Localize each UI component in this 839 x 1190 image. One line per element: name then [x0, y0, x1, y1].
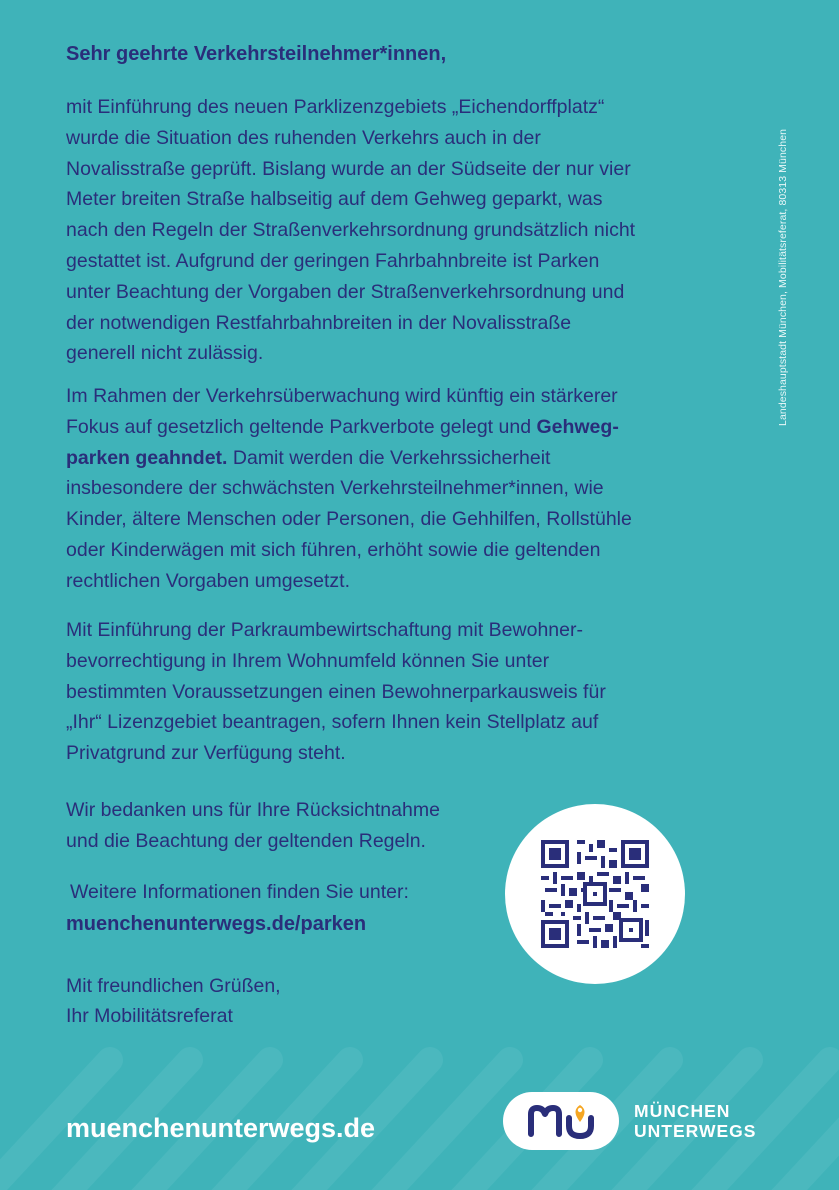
- brand-logo-wordmark: [634, 1101, 756, 1141]
- text-line: Mit Einführung der Parkraumbewirtschaftung mit Bewohner-: [66, 619, 583, 641]
- text-line: unter Beachtung der Vorgaben der Straßenverkehrsordnung und: [66, 280, 625, 303]
- paragraph-enforcement: [66, 381, 756, 597]
- info-link[interactable]: muenchenunterwegs.de/parken: [66, 913, 367, 935]
- logo-line-unterwegs: UNTERWEGS: [634, 1121, 757, 1141]
- greeting-heading: Sehr geehrte Verkehrsteilnehmer*innen,: [66, 43, 447, 65]
- text-line: bevorrechtigung in Ihrem Wohnumfeld können Sie unter: [66, 649, 550, 672]
- closing-line: Mit freundlichen Grüßen,: [66, 975, 281, 997]
- footer-website-link[interactable]: muenchenunterwegs.de: [66, 1113, 376, 1143]
- logo-line-muenchen: MÜNCHEN: [634, 1101, 731, 1121]
- text-segment: Damit werden die Verkehrssicherheit: [227, 446, 551, 469]
- brand-logo-mark: [503, 1092, 619, 1150]
- text-line: insbesondere der schwächsten Verkehrsteilnehmer*innen, wie: [66, 477, 604, 500]
- text-line: rechtlichen Vorgaben umgesetzt.: [66, 569, 351, 592]
- text-line: gestattet ist. Aufgrund der geringen Fahrbahnbreite ist Parken: [66, 249, 600, 272]
- text-line: Novalisstraße geprüft. Bislang wurde an der Südseite der nur vier: [66, 157, 631, 180]
- text-segment: Fokus auf gesetzlich geltende Parkverbote gelegt und: [66, 415, 537, 438]
- text-line: nach den Regeln der Straßenverkehrsordnung grundsätzlich nicht: [66, 219, 636, 242]
- text-line: Kinder, ältere Menschen oder Personen, die Gehhilfen, Rollstühle: [66, 508, 632, 531]
- qr-code-badge[interactable]: [505, 804, 685, 984]
- sender-address-vertical: Landeshauptstadt München, Mobilitätsreferat, 80313 München: [777, 128, 789, 426]
- qr-code-icon: [541, 840, 649, 948]
- paragraph-thanks: [66, 795, 506, 857]
- text-line: wurde die Situation des ruhenden Verkehrs auch in der: [66, 126, 541, 149]
- emphasis-text: Gehweg-: [536, 415, 619, 438]
- text-line: bestimmten Voraussetzungen einen Bewohnerparkausweis für: [66, 680, 606, 703]
- text-line: mit Einführung des neuen Parklizenzgebiets „Eichendorffplatz“: [66, 96, 605, 118]
- paragraph-parking-situation: [66, 92, 756, 369]
- text-line: „Ihr“ Lizenzgebiet beantragen, sofern Ihnen kein Stellplatz auf: [66, 711, 599, 734]
- text-line: Wir bedanken uns für Ihre Rücksichtnahme: [66, 799, 440, 821]
- text-line: und die Beachtung der geltenden Regeln.: [66, 829, 426, 852]
- emphasis-text: parken geahndet.: [66, 446, 228, 469]
- text-line: [66, 443, 756, 474]
- paragraph-resident-permit: [66, 615, 756, 769]
- closing-signature: [66, 971, 281, 1031]
- closing-line: Ihr Mobilitätsreferat: [66, 1005, 233, 1027]
- mu-logo-icon: [503, 1092, 619, 1150]
- text-line: Privatgrund zur Verfügung steht.: [66, 742, 346, 765]
- info-label: Weitere Informationen finden Sie unter:: [70, 881, 409, 903]
- text-line: [66, 412, 756, 443]
- text-line: der notwendigen Restfahrbahnbreiten in der Novalisstraße: [66, 311, 572, 334]
- text-line: generell nicht zulässig.: [66, 342, 264, 365]
- text-line: Im Rahmen der Verkehrsüberwachung wird künftig ein stärkerer: [66, 385, 618, 407]
- text-line: Meter breiten Straße halbseitig auf dem Gehweg geparkt, was: [66, 188, 603, 211]
- text-line: oder Kinderwägen mit sich führen, erhöht sowie die geltenden: [66, 538, 601, 561]
